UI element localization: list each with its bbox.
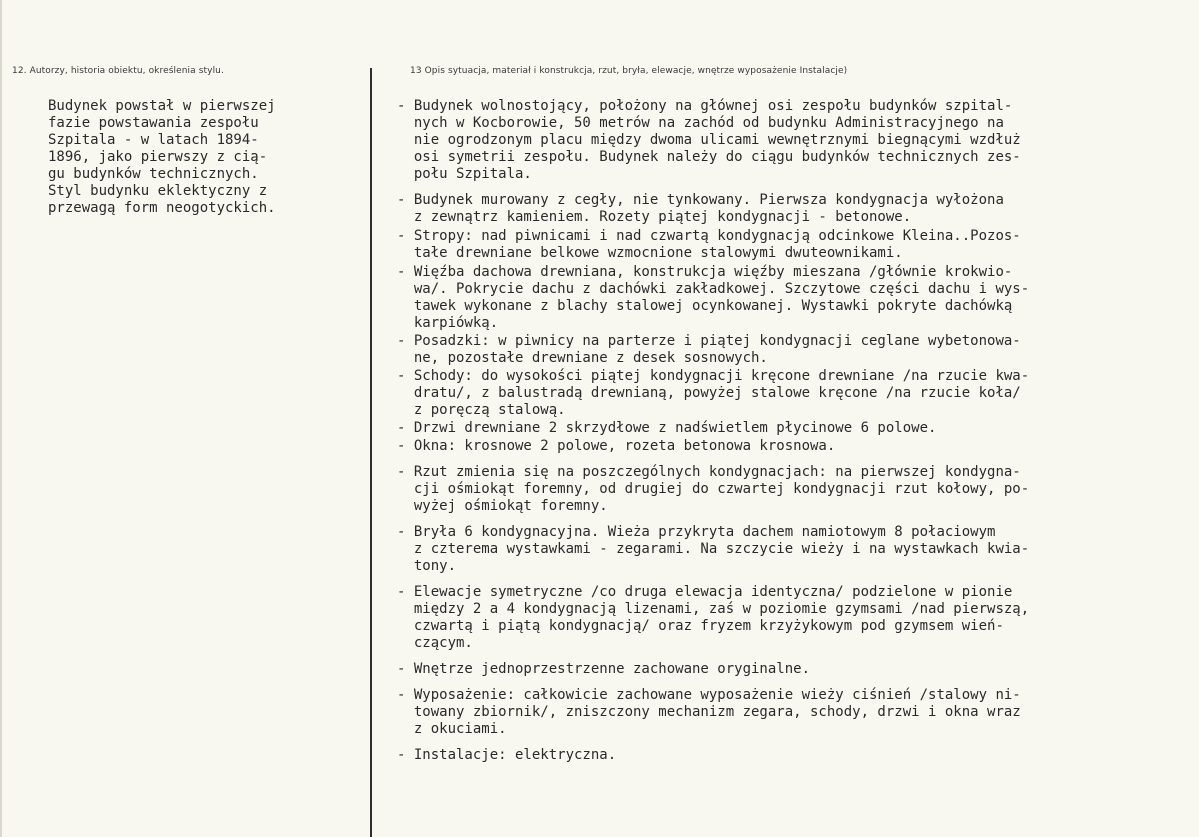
description-paragraph: - Więźba dachowa drewniana, konstrukcja więźby mieszana /głównie krokwio- wa/. Pokrycie dachu z dachówki zakładkowej. Szczytowe części dachu i wys- tawek wykonane z blachy stalowej ocynkowanej. Wystawki pokryte dachówką karpiówką. xyxy=(397,264,1030,331)
description-paragraph: - Wnętrze jednoprzestrzenne zachowane oryginalne. xyxy=(397,661,811,677)
history-text: Budynek powstał w pierwszej fazie powstawania zespołu Szpitala - w latach 1894- 1896, jako pierwszy z cią- gu budynków technicznych. Styl budynku eklektyczny z przewagą form neogotyckich. xyxy=(48,98,276,216)
description-paragraph: - Posadzki: w piwnicy na parterze i piątej kondygnacji ceglane wybetonowa- ne, pozostałe drewniane z desek sosnowych. xyxy=(397,333,1021,366)
column-divider xyxy=(370,68,372,837)
section-12-header: 12. Autorzy, historia obiektu, określenia stylu. xyxy=(12,66,224,76)
description-paragraph: - Wyposażenie: całkowicie zachowane wyposażenie wieży ciśnień /stalowy ni- towany zbiornik/, zniszczony mechanizm zegara, schody, drzwi i okna wraz z okuciami. xyxy=(397,687,1021,737)
description-paragraph: - Stropy: nad piwnicami i nad czwartą kondygnacją odcinkowe Kleina..Pozos- tałe drewniane belkowe wzmocnione stalowymi dwuteownikami. xyxy=(397,228,1021,261)
description-paragraph: - Budynek murowany z cegły, nie tynkowany. Pierwsza kondygnacja wyłożona z zewnątrz kamieniem. Rozety piątej kondygnacji - betonowe. xyxy=(397,192,1004,225)
description-paragraph: - Rzut zmienia się na poszczególnych kondygnacjach: na pierwszej kondygna- cji ośmiokąt foremny, od drugiej do czwartej kondygnacji rzut kołowy, po- wyżej ośmiokąt foremny. xyxy=(397,464,1030,514)
section-13-header: 13 Opis sytuacja, materiał i konstrukcja, rzut, bryła, elewacje, wnętrze wyposażenie Instalacje) xyxy=(410,66,848,76)
description-paragraph: - Bryła 6 kondygnacyjna. Wieża przykryta dachem namiotowym 8 połaciowym z czterema wystawkami - zegarami. Na szczycie wieży i na wystawkach kwia- tony. xyxy=(397,524,1030,574)
description-paragraph: - Okna: krosnowe 2 polowe, rozeta betonowa krosnowa. xyxy=(397,438,836,454)
description-paragraph: - Instalacje: elektryczna. xyxy=(397,747,617,763)
description-paragraph: - Budynek wolnostojący, położony na głównej osi zespołu budynków szpital- nych w Kocborowie, 50 metrów na zachód od budynku Administracyjnego na nie ogrodzonym placu między dwoma ulicami wewnętrznymi biegnącymi wzdłuż osi symetrii zespołu. Budynek należy do ciągu budynków technicznych zes- połu Szpitala. xyxy=(397,98,1021,182)
description-paragraph: - Elewacje symetryczne /co druga elewacja identyczna/ podzielone w pionie między 2 a 4 kondygnacją lizenami, zaś w poziomie gzymsami /nad pierwszą, czwartą i piątą kondygnacją/ oraz fryzem krzyżykowym pod gzymsem wień- czącym. xyxy=(397,584,1030,651)
description-paragraph: - Drzwi drewniane 2 skrzydłowe z nadświetlem płycinowe 6 polowe. xyxy=(397,420,937,436)
description-list xyxy=(397,98,1187,764)
description-paragraph: - Schody: do wysokości piątej kondygnacji kręcone drewniane /na rzucie kwa- dratu/, z balustradą drewnianą, powyżej stalowe kręcone /na rzucie koła/ z poręczą stalową. xyxy=(397,368,1030,418)
